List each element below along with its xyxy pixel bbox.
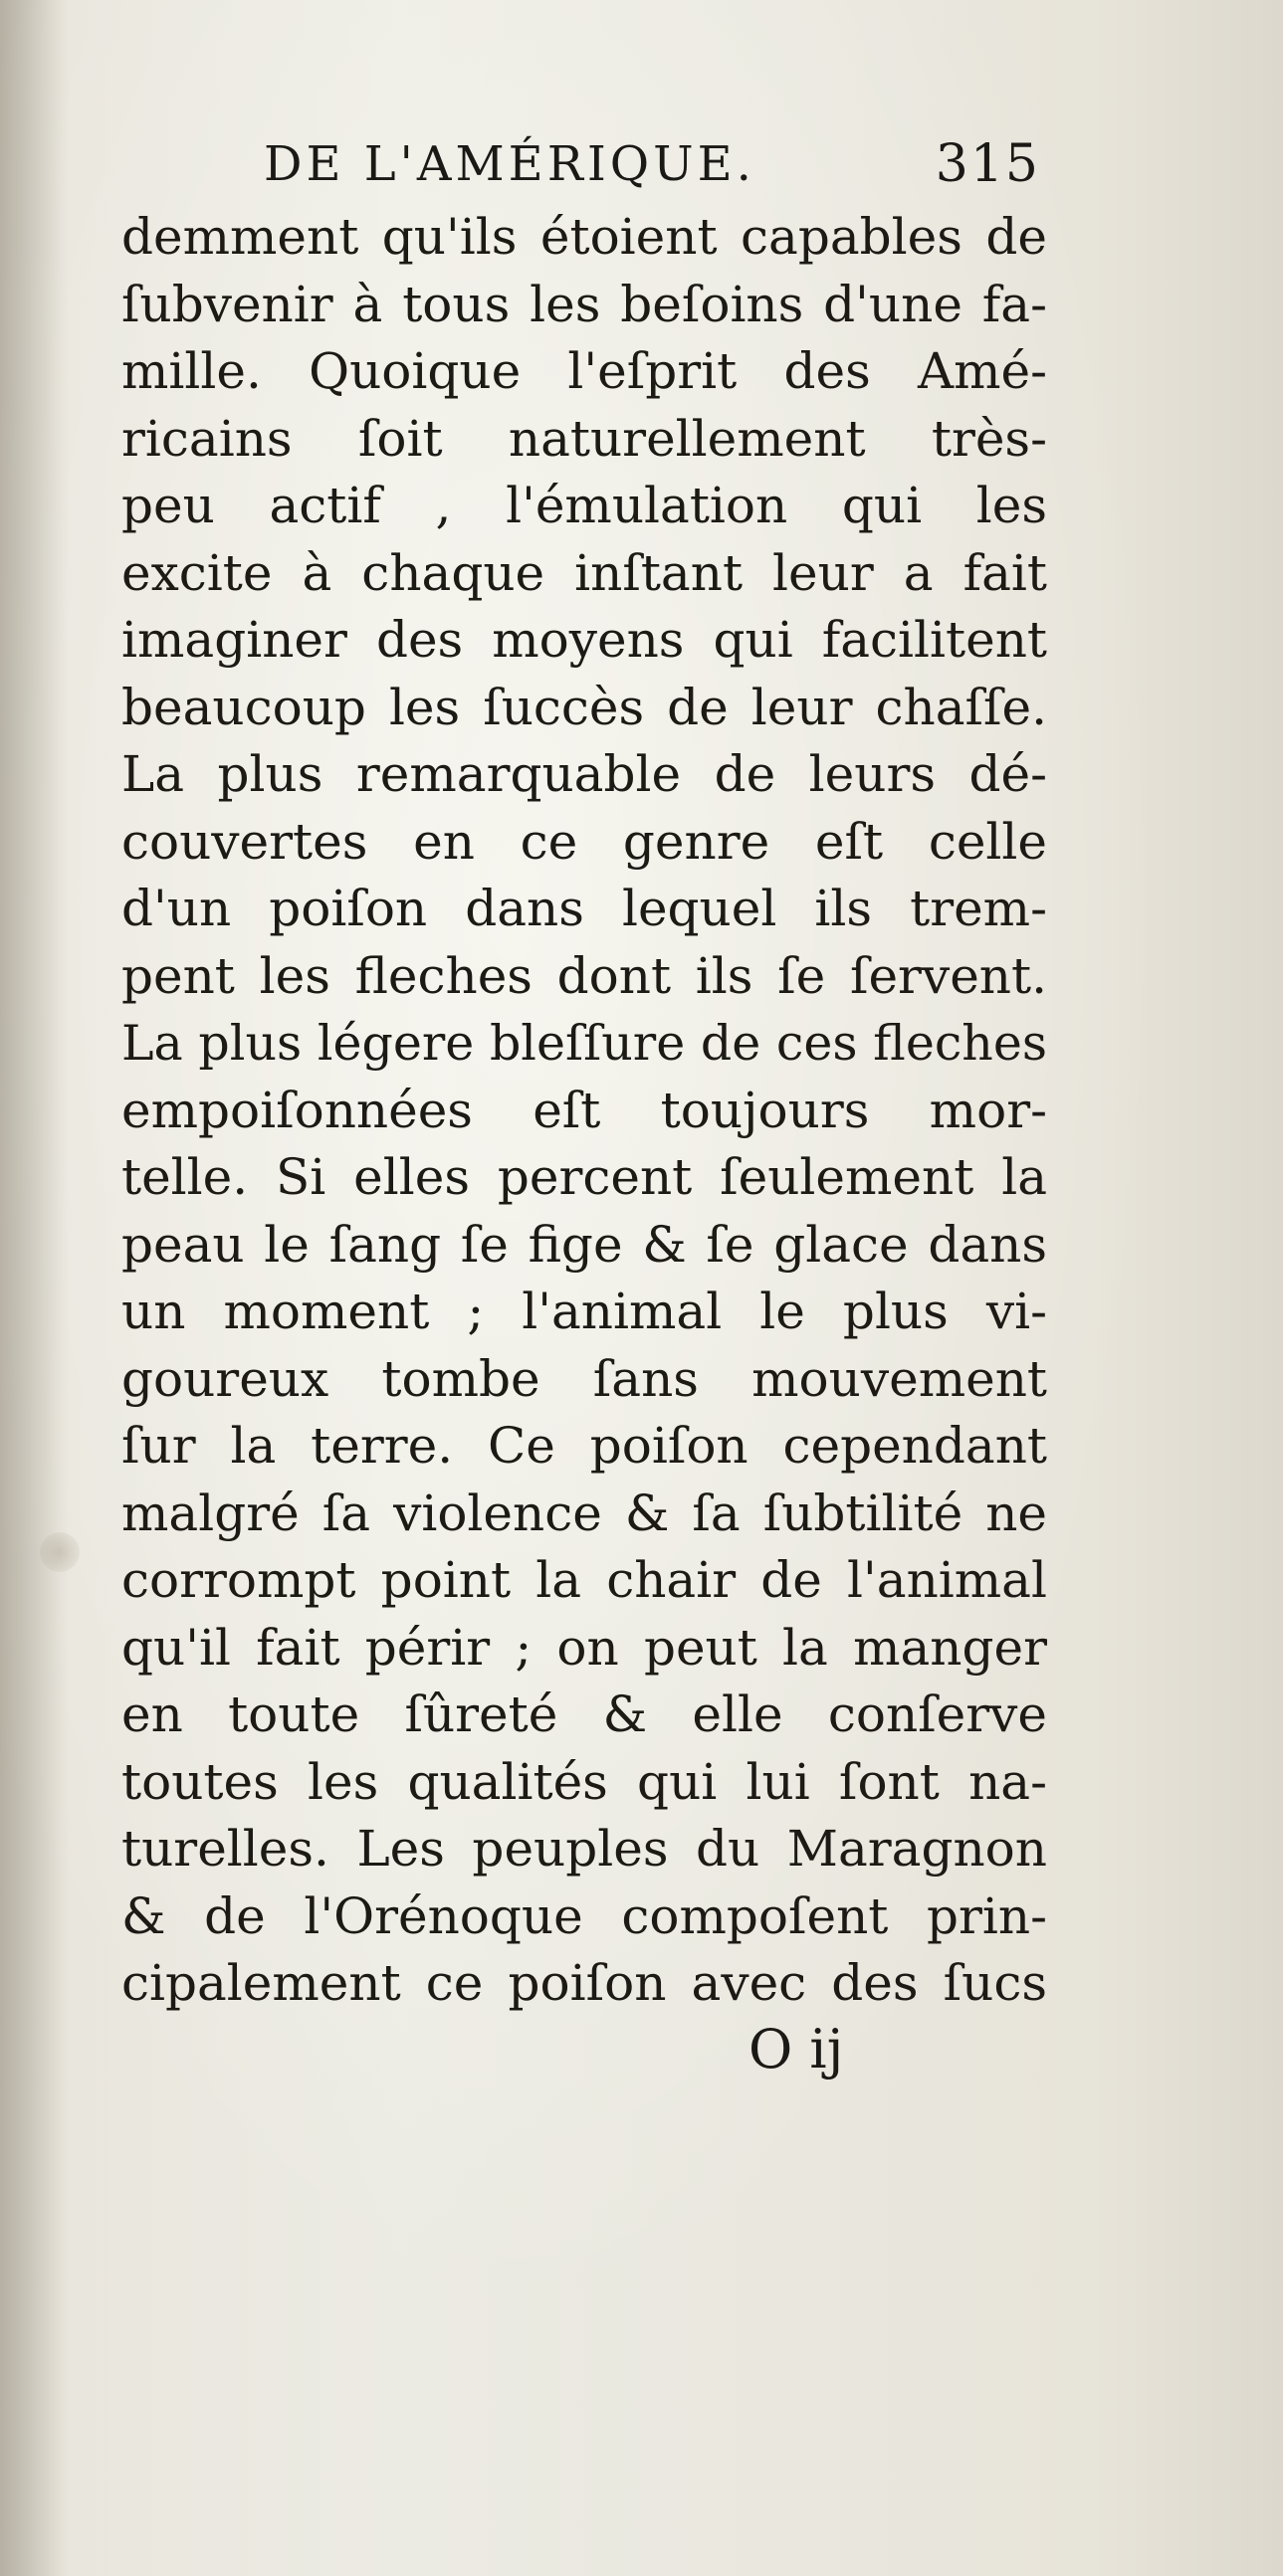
body-text	[121, 204, 1047, 2018]
text-line: turelles. Les peuples du Maragnon	[121, 1820, 1047, 1878]
page-header	[264, 129, 1040, 199]
text-line: & de l'Orénoque compoſent prin-	[121, 1886, 1047, 1945]
text-line: ſur la terre. Ce poiſon cependant	[121, 1417, 1047, 1475]
text-line: excite à chaque inſtant leur a fait	[121, 543, 1047, 602]
text-line: d'un poiſon dans lequel ils trem-	[121, 880, 1047, 937]
running-head: DE L'AMÉRIQUE.	[264, 136, 755, 192]
text-line: peau le ſang ſe fige & ſe glace dans	[121, 1215, 1047, 1274]
text-line: un moment ; l'animal le plus vi-	[121, 1283, 1047, 1340]
text-line: La plus remarquable de leurs dé-	[121, 745, 1047, 803]
text-line: toutes les qualités qui lui ſont na-	[121, 1752, 1047, 1811]
text-line: peu actif , l'émulation qui les	[121, 477, 1047, 534]
text-line: qu'il fait périr ; on peut la manger	[121, 1618, 1047, 1677]
gutter-shadow	[0, 0, 70, 2576]
text-line: mille. Quoique l'eſprit des Amé-	[121, 342, 1047, 400]
text-line: corrompt point la chair de l'animal	[121, 1551, 1047, 1609]
text-line: empoiſonnées eſt toujours mor-	[121, 1081, 1047, 1139]
text-line: couvertes en ce genre eſt celle	[121, 812, 1047, 871]
text-line: en toute ſûreté & elle conſerve	[121, 1685, 1047, 1743]
text-line: ſubvenir à tous les beſoins d'une fa-	[121, 275, 1047, 333]
signature-mark: O ij	[748, 2018, 844, 2081]
text-line: La plus légere bleſſure de ces fleches	[121, 1015, 1047, 1072]
text-line: beaucoup les ſuccès de leur chaſſe.	[121, 678, 1047, 736]
paper-stain	[40, 1532, 80, 1572]
text-line: imaginer des moyens qui facilitent	[121, 611, 1047, 669]
page-number: 315	[935, 134, 1040, 194]
text-line: pent les fleches dont ils ſe ſervent.	[121, 946, 1047, 1005]
text-line: ricains ſoit naturellement très-	[121, 409, 1047, 468]
text-line: malgré ſa violence & ſa ſubtilité ne	[121, 1484, 1047, 1542]
text-line: goureux tombe ſans mouvement	[121, 1349, 1047, 1408]
text-line: cipalement ce poiſon avec des ſucs	[121, 1954, 1047, 2012]
text-line: telle. Si elles percent ſeulement la	[121, 1148, 1047, 1206]
text-line: demment qu'ils étoient capables de	[121, 208, 1047, 266]
